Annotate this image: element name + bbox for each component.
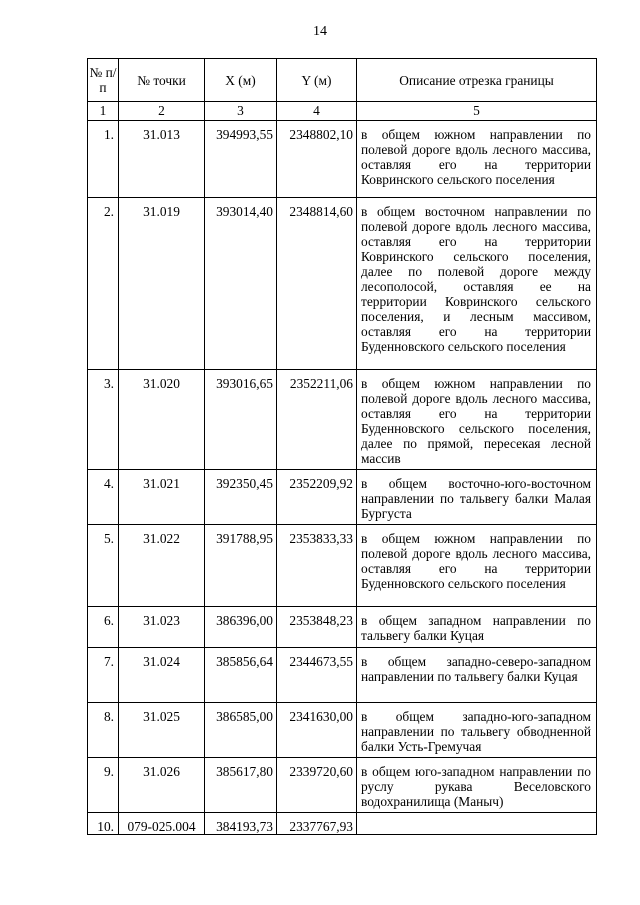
header-point-number: № точки <box>119 59 205 102</box>
page-number: 14 <box>313 24 327 39</box>
table-row <box>88 198 597 370</box>
x-coordinate: 385617,80 <box>205 758 277 813</box>
segment-description: в общем южном направлении по полевой дороге вдоль лесного массива, оставляя его на территории Буденновского сельского поселения, далее по прямой, пересекая лесной массив <box>357 370 597 470</box>
row-number: 3. <box>88 370 119 470</box>
y-coordinate: 2348814,60 <box>277 198 357 370</box>
column-number: 1 <box>88 102 119 121</box>
row-number: 8. <box>88 703 119 758</box>
y-coordinate: 2352211,06 <box>277 370 357 470</box>
x-coordinate: 393016,65 <box>205 370 277 470</box>
segment-description: в общем западно-юго-западном направлении по тальвегу обводненной балки Усть-Гремучая <box>357 703 597 758</box>
row-number: 10. <box>88 813 119 835</box>
point-number: 31.026 <box>119 758 205 813</box>
segment-description: в общем восточном направлении по полевой дороге вдоль лесного массива, оставляя его на территории Ковринского сельского поселения, далее по полевой дороге между лесополосой, оставляя ее на территории Ковринского сельского поселения, и лесным массивом, оставляя его на территории Буденновского сельского поселения <box>357 198 597 370</box>
header-description: Описание отрезка границы <box>357 59 597 102</box>
x-coordinate: 394993,55 <box>205 121 277 198</box>
column-number: 4 <box>277 102 357 121</box>
table-row <box>88 758 597 813</box>
table-row <box>88 607 597 648</box>
y-coordinate: 2337767,93 <box>277 813 357 835</box>
segment-description: в общем западном направлении по тальвегу балки Куцая <box>357 607 597 648</box>
table-row <box>88 648 597 703</box>
point-number: 31.025 <box>119 703 205 758</box>
table-header-row <box>88 59 597 102</box>
row-number: 5. <box>88 525 119 607</box>
segment-description: в общем южном направлении по полевой дороге вдоль лесного массива, оставляя его на территории Буденновского сельского поселения <box>357 525 597 607</box>
y-coordinate: 2348802,10 <box>277 121 357 198</box>
row-number: 7. <box>88 648 119 703</box>
point-number: 31.022 <box>119 525 205 607</box>
column-number: 3 <box>205 102 277 121</box>
segment-description <box>357 813 597 835</box>
table-row <box>88 525 597 607</box>
y-coordinate: 2339720,60 <box>277 758 357 813</box>
x-coordinate: 386585,00 <box>205 703 277 758</box>
row-number: 4. <box>88 470 119 525</box>
column-number: 2 <box>119 102 205 121</box>
point-number: 31.013 <box>119 121 205 198</box>
x-coordinate: 384193,73 <box>205 813 277 835</box>
segment-description: в общем восточно-юго-восточном направлении по тальвегу балки Малая Бургуста <box>357 470 597 525</box>
x-coordinate: 391788,95 <box>205 525 277 607</box>
y-coordinate: 2353848,23 <box>277 607 357 648</box>
table-row <box>88 703 597 758</box>
x-coordinate: 385856,64 <box>205 648 277 703</box>
y-coordinate: 2341630,00 <box>277 703 357 758</box>
y-coordinate: 2353833,33 <box>277 525 357 607</box>
column-number-row <box>88 102 597 121</box>
boundary-points-table <box>87 58 597 835</box>
point-number: 079-025.004 <box>119 813 205 835</box>
point-number: 31.019 <box>119 198 205 370</box>
point-number: 31.024 <box>119 648 205 703</box>
row-number: 6. <box>88 607 119 648</box>
table-row <box>88 370 597 470</box>
segment-description: в общем западно-северо-западном направлении по тальвегу балки Куцая <box>357 648 597 703</box>
header-x: X (м) <box>205 59 277 102</box>
table-row <box>88 813 597 835</box>
x-coordinate: 393014,40 <box>205 198 277 370</box>
table-row <box>88 470 597 525</box>
point-number: 31.023 <box>119 607 205 648</box>
x-coordinate: 392350,45 <box>205 470 277 525</box>
point-number: 31.020 <box>119 370 205 470</box>
segment-description: в общем юго-западном направлении по руслу рукава Веселовского водохранилища (Маныч) <box>357 758 597 813</box>
x-coordinate: 386396,00 <box>205 607 277 648</box>
y-coordinate: 2344673,55 <box>277 648 357 703</box>
row-number: 2. <box>88 198 119 370</box>
header-y: Y (м) <box>277 59 357 102</box>
table-row <box>88 121 597 198</box>
segment-description: в общем южном направлении по полевой дороге вдоль лесного массива, оставляя его на территории Ковринского сельского поселения <box>357 121 597 198</box>
y-coordinate: 2352209,92 <box>277 470 357 525</box>
row-number: 1. <box>88 121 119 198</box>
column-number: 5 <box>357 102 597 121</box>
header-row-number: № п/п <box>88 59 119 102</box>
row-number: 9. <box>88 758 119 813</box>
point-number: 31.021 <box>119 470 205 525</box>
